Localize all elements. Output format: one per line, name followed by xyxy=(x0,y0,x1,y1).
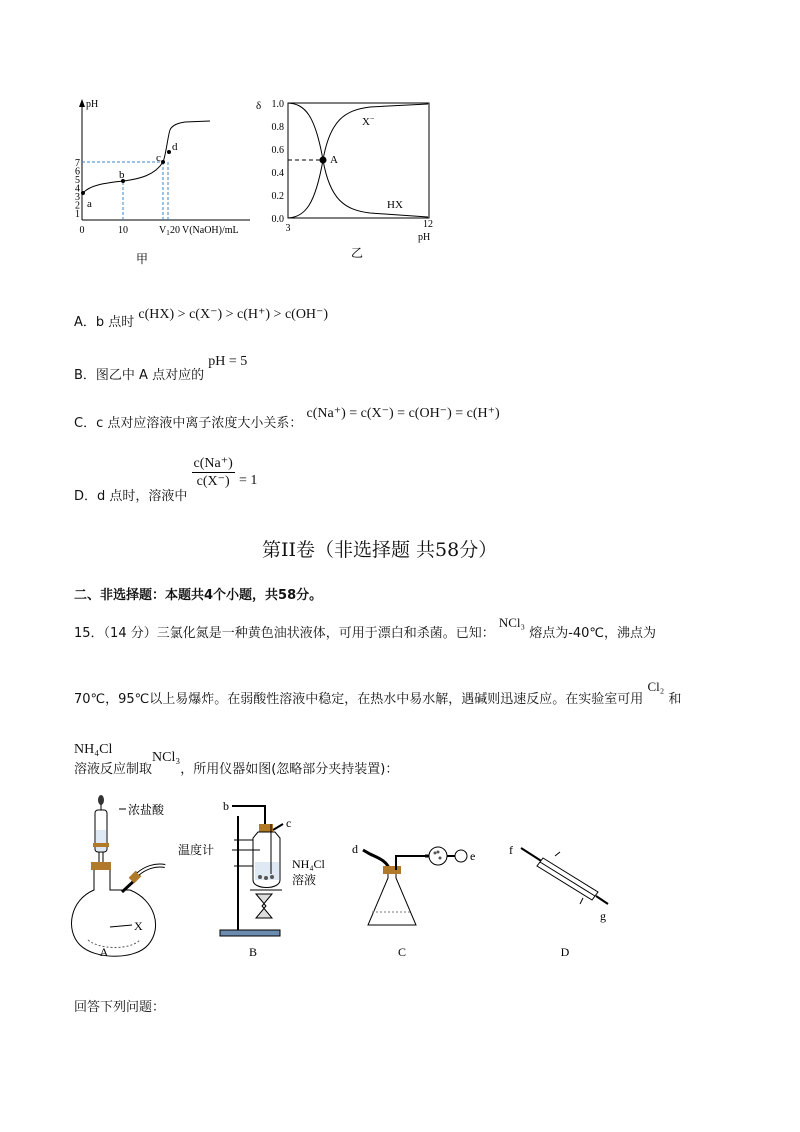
jia-point-a: a xyxy=(87,198,92,210)
option-d-fraction: $\frac{c(Na^+)}{c(X^-)}$ xyxy=(193,456,233,489)
q15-line1: 15．（14 分）三氯化氮是一种黄色油状液体，可用于漂白和杀菌。已知： NCl₃ 熔点为-40℃，沸点为 xyxy=(74,615,657,641)
label-d: d xyxy=(352,842,358,856)
yi-y-tick: 0.6 xyxy=(271,145,284,156)
jia-x-tick-10: 10 xyxy=(118,225,128,236)
yi-x-tick-12: 12 xyxy=(423,219,433,230)
section-title: 第II卷（非选择题 共58分） xyxy=(262,539,498,561)
jia-y-tick: 5 xyxy=(75,175,80,186)
yi-y-tick: 0.2 xyxy=(271,191,284,202)
option-d-eq: = 1 xyxy=(238,473,258,488)
jia-x-tick-0: 0 xyxy=(79,225,85,236)
yi-y-tick: 0.8 xyxy=(271,122,284,133)
jia-y-tick: 6 xyxy=(75,166,80,178)
apparatus-d xyxy=(509,843,608,959)
jia-caption: 甲 xyxy=(135,252,149,266)
jia-y-label: pH xyxy=(86,99,99,110)
label-solution: 溶液 xyxy=(292,873,317,887)
label-conc-hcl: 浓盐酸 xyxy=(128,803,165,817)
yi-point-a: A xyxy=(330,154,338,166)
yi-label-x: X− xyxy=(362,114,375,128)
yi-caption: 乙 xyxy=(350,246,364,260)
option-a-prefix: A．b 点时 xyxy=(74,315,135,330)
jia-y-tick: 2 xyxy=(75,200,80,212)
option-b-prefix: B．图乙中 A 点对应的 xyxy=(74,368,205,383)
option-d xyxy=(74,455,258,504)
q15-line3: NH₄Cl 溶液反应制取NCl₃，所用仪器如图(忽略部分夹持装置)： xyxy=(74,742,399,777)
figure-yi xyxy=(250,95,460,265)
label-e: e xyxy=(470,849,476,863)
jia-x-tick-20: 20 xyxy=(170,225,180,236)
figure-jia xyxy=(60,95,260,270)
label-thermometer: 温度计 xyxy=(178,843,215,857)
label-b: b xyxy=(223,799,229,813)
option-b xyxy=(74,350,248,383)
apparatus-a xyxy=(72,795,165,959)
label-f: f xyxy=(509,843,513,857)
apparatus-c xyxy=(352,842,475,959)
label-nh4cl: NH₄Cl xyxy=(292,857,325,871)
q15-line2: 70℃，95℃以上易爆炸。在弱酸性溶液中稳定，在热水中易水解，遇碱则迅速反应。在实验室可用 Cl₂ 和 xyxy=(74,679,682,707)
option-d-prefix: D．d 点时，溶液中 xyxy=(74,489,188,504)
yi-y-label: δ xyxy=(256,100,262,112)
option-a xyxy=(74,303,329,330)
footer-prompt: 回答下列问题： xyxy=(74,1000,166,1015)
yi-y-tick: 0.4 xyxy=(271,168,284,179)
yi-curve-x xyxy=(288,104,428,218)
jia-point-b: b xyxy=(119,169,125,181)
jia-v1: $V_1$ xyxy=(159,225,170,237)
part-heading: 二、非选择题：本题共4个小题，共58分。 xyxy=(74,588,323,603)
apparatus-figure xyxy=(60,780,660,965)
yi-y-tick: 1.0 xyxy=(271,99,284,110)
option-b-math: pH = 5 xyxy=(208,354,248,369)
jia-point-d: d xyxy=(172,141,178,153)
option-a-math: c(HX) > c(X⁻) > c(H⁺) > c(OH⁻) xyxy=(138,307,329,322)
label-apparatus-d: D xyxy=(560,945,570,959)
yi-y-tick: 0.0 xyxy=(271,214,284,225)
yi-x-label: pH xyxy=(418,232,431,243)
jia-x-label: V(NaOH)/mL xyxy=(182,225,239,236)
apparatus-b xyxy=(178,799,326,959)
jia-titration-curve xyxy=(83,121,210,193)
option-c-math: c(Na⁺) = c(X⁻) = c(OH⁻) = c(H⁺) xyxy=(306,406,500,421)
option-c-prefix: C．c 点对应溶液中离子浓度大小关系： xyxy=(74,416,303,431)
jia-point-c: c xyxy=(156,152,161,164)
jia-y-tick: 4 xyxy=(75,183,80,195)
label-c: c xyxy=(286,816,292,830)
jia-y-tick: 1 xyxy=(75,209,80,220)
yi-x-tick-3: 3 xyxy=(285,223,291,234)
label-apparatus-c: C xyxy=(397,945,407,959)
label-g: g xyxy=(600,909,606,923)
label-apparatus-a: A xyxy=(99,945,109,959)
option-c xyxy=(74,402,500,431)
jia-y-tick: 3 xyxy=(75,192,80,203)
label-x: X xyxy=(134,919,143,933)
yi-label-hx: HX xyxy=(387,199,403,211)
jia-y-tick: 7 xyxy=(75,158,80,169)
label-apparatus-b: B xyxy=(248,945,258,959)
